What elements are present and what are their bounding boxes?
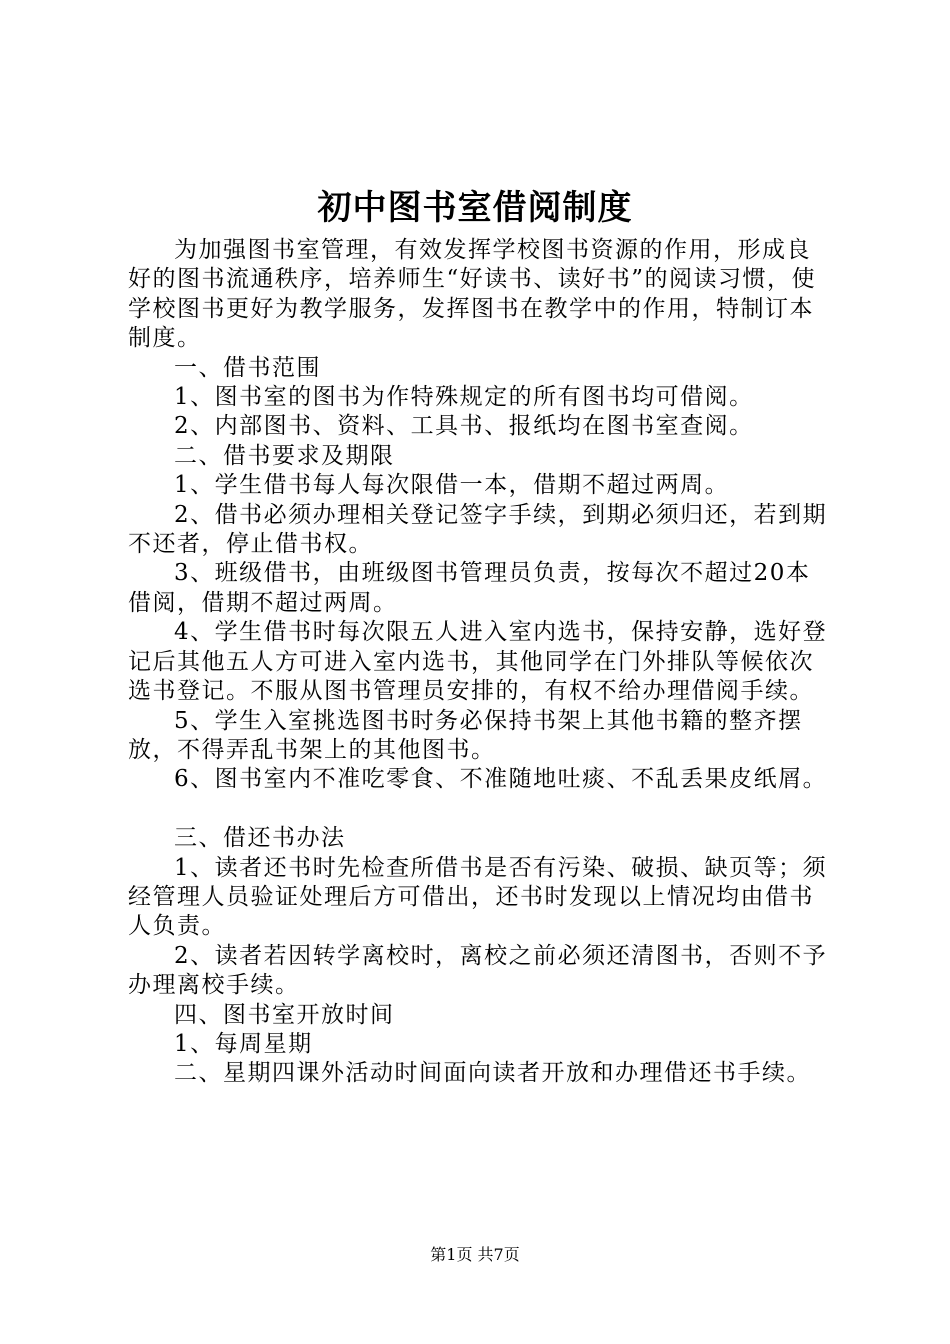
- intro-paragraph: 为加强图书室管理，有效发挥学校图书资源的作用，形成良好的图书流通秩序，培养师生“好读书、读好书”的阅读习惯，使学校图书更好为教学服务，发挥图书在教学中的作用，特制订本制度。: [128, 237, 817, 352]
- rule-paragraph: 1、图书室的图书为作特殊规定的所有图书均可借阅。: [174, 384, 754, 411]
- document-title: 初中图书室借阅制度: [317, 188, 633, 228]
- blank-line: [128, 795, 834, 824]
- rule-paragraph: 二、星期四课外活动时间面向读者开放和办理借还书手续。: [174, 1060, 811, 1087]
- section-heading-return-methods: 三、借还书办法: [174, 825, 346, 852]
- section-heading-opening-hours: 四、图书室开放时间: [174, 1001, 395, 1028]
- rule-paragraph: 2、内部图书、资料、工具书、报纸均在图书室查阅。: [174, 413, 754, 440]
- section-heading-borrow-requirements: 二、借书要求及期限: [174, 442, 395, 469]
- rule-paragraph: 3、班级借书，由班级图书管理员负责，按每次不超过20本借阅，借期不超过两周。: [128, 560, 811, 616]
- document-body: [128, 236, 834, 1089]
- rule-paragraph: 5、学生入室挑选图书时务必保持书架上其他书籍的整齐摆放，不得弄乱书架上的其他图书。: [128, 707, 803, 763]
- rule-paragraph: 6、图书室内不准吃零食、不准随地吐痰、不乱丢果皮纸屑。: [174, 766, 828, 793]
- rule-paragraph: 1、每周星期: [174, 1030, 313, 1057]
- rule-paragraph: 2、借书必须办理相关登记签字手续，到期必须归还，若到期不还者，停止借书权。: [128, 501, 828, 558]
- rule-paragraph: 1、学生借书每人每次限借一本，借期不超过两周。: [174, 472, 730, 499]
- section-heading-borrow-scope: 一、借书范围: [174, 354, 321, 381]
- page-footer: 第1页 共7页: [430, 1245, 520, 1264]
- rule-paragraph: 4、学生借书时每次限五人进入室内选书，保持安静，选好登记后其他五人方可进入室内选书，其他同学在门外排队等候依次选书登记。不服从图书管理员安排的，有权不给办理借阅手续。: [128, 619, 828, 705]
- rule-paragraph: 1、读者还书时先检查所借书是否有污染、破损、缺页等；须经管理人员验证处理后方可借出，还书时发现以上情况均由借书人负责。: [128, 854, 828, 940]
- rule-paragraph: 2、读者若因转学离校时，离校之前必须还清图书，否则不予办理离校手续。: [128, 942, 828, 999]
